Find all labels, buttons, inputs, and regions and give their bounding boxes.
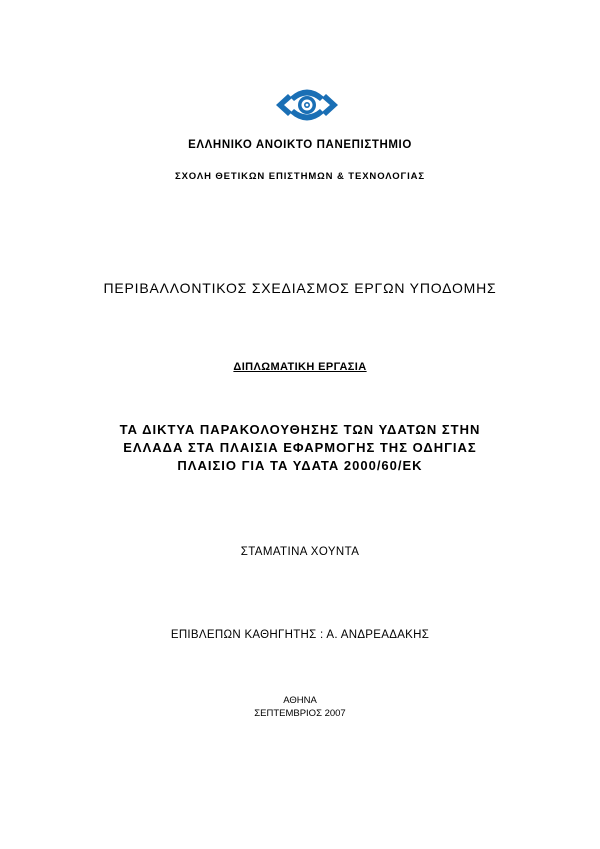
- university-logo-icon: [276, 84, 338, 126]
- author-name: ΣΤΑΜΑΤΙΝΑ ΧΟΥΝΤΑ: [240, 546, 360, 558]
- thesis-title-line-1: ΤΑ ΔΙΚΤΥΑ ΠΑΡΑΚΟΛΟΥΘΗΣΗΣ ΤΩΝ ΥΔΑΤΩΝ ΣΤΗΝ: [119, 422, 481, 437]
- supervisor: ΕΠΙΒΛΕΠΩΝ ΚΑΘΗΓΗΤΗΣ : Α. ΑΝΔΡΕΑΔΑΚΗΣ: [170, 629, 430, 641]
- thesis-label: [0, 361, 600, 373]
- city: ΑΘΗΝΑ: [283, 695, 317, 706]
- thesis-title-line-2: ΕΛΛΑΔΑ ΣΤΑ ΠΛΑΙΣΙΑ ΕΦΑΡΜΟΓΗΣ ΤΗΣ ΟΔΗΓΙΑΣ: [123, 440, 477, 455]
- university-name: ΕΛΛΗΝΙΚΟ ΑΝΟΙΚΤΟ ΠΑΝΕΠΙΣΤΗΜΙΟ: [188, 139, 412, 151]
- program-name: ΠΕΡΙΒΑΛΛΟΝΤΙΚΟΣ ΣΧΕΔΙΑΣΜΟΣ ΕΡΓΩΝ ΥΠΟΔΟΜΗΣ: [103, 280, 497, 296]
- date: ΣΕΠΤΕΜΒΡΙΟΣ 2007: [254, 708, 346, 719]
- thesis-title-line-3: ΠΛΑΙΣΙΟ ΓΙΑ ΤΑ ΥΔΑΤΑ 2000/60/ΕΚ: [177, 458, 423, 473]
- thesis-label-text: ΔΙΠΛΩΜΑΤΙΚΗ ΕΡΓΑΣΙΑ: [233, 361, 367, 373]
- school-name: ΣΧΟΛΗ ΘΕΤΙΚΩΝ ΕΠΙΣΤΗΜΩΝ & ΤΕΧΝΟΛΟΓΙΑΣ: [174, 171, 426, 182]
